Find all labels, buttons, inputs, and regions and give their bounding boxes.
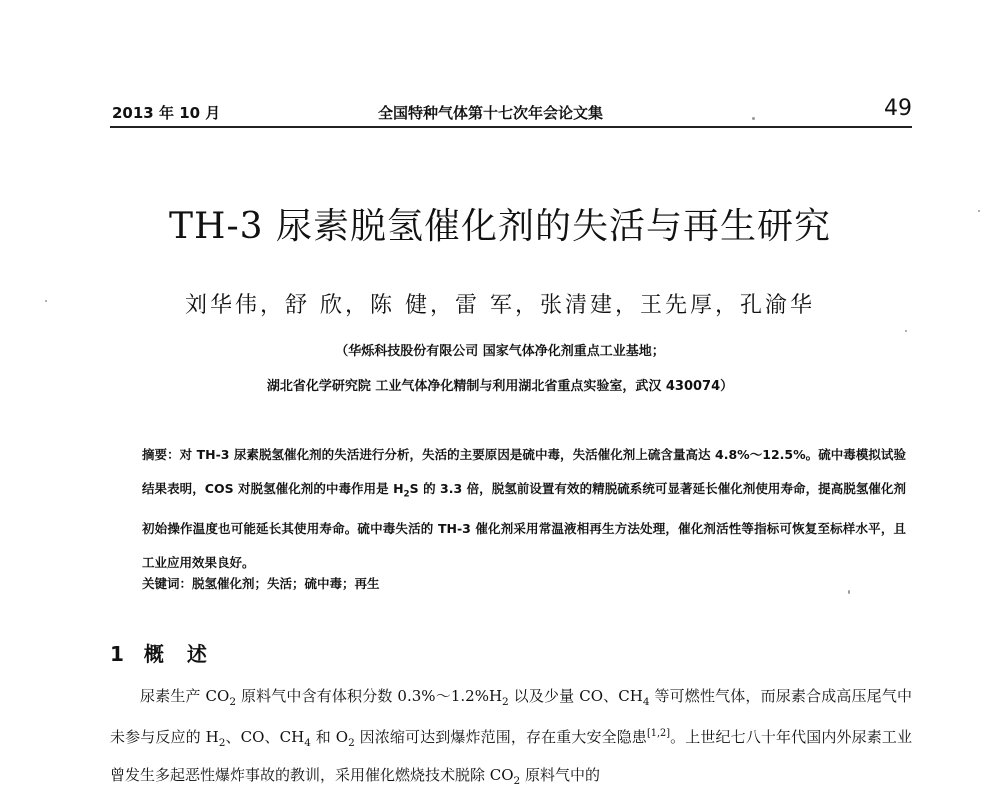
abstract-label: 摘要：: [142, 447, 180, 462]
page-number: 49: [884, 96, 912, 121]
citation: [1,2]: [646, 728, 671, 739]
section-title: 概 述: [143, 642, 215, 666]
publication-date: 2013 年 10 月: [112, 104, 221, 122]
section-number: 1: [110, 642, 124, 666]
formula-h2s: $H_2S$: [393, 481, 419, 500]
keywords: [142, 574, 380, 592]
scan-speck: [905, 330, 907, 332]
affiliation-line-1: （华烁科技股份有限公司 国家气体净化剂重点工业基地；: [335, 344, 665, 359]
body-text: [110, 680, 912, 797]
scan-speck: [45, 300, 47, 302]
proceedings-title: 全国特种气体第十七次年会论文集: [378, 104, 604, 122]
scan-speck: [848, 590, 850, 594]
abstract-text-part1: 对 TH-3 尿素脱氢催化剂的失活进行分析，失活的主要原因是硫中毒，失活催化剂上硫含量高达 4.8%～12.5%。硫中毒模拟试验结果表明，COS 对脱氢催化剂的中毒作用是: [142, 447, 906, 496]
keywords-text: 脱氢催化剂；失活；硫中毒；再生: [192, 576, 380, 591]
abstract-paragraph: [142, 438, 906, 580]
paper-title: TH-3 尿素脱氢催化剂的失活与再生研究: [169, 206, 831, 247]
section-heading: [110, 638, 215, 667]
author-list: 刘华伟，舒 欣，陈 健，雷 军，张清建，王先厚，孔渝华: [185, 293, 815, 318]
scan-speck: [978, 210, 980, 212]
keywords-label: 关键词：: [142, 576, 193, 591]
running-head: [110, 96, 912, 128]
affiliation-line-2: 湖北省化学研究院 工业气体净化精制与利用湖北省重点实验室，武汉 430074）: [266, 379, 734, 394]
abstract-text-part2: 的 3.3 倍，脱氢前设置有效的精脱硫系统可显著延长催化剂使用寿命，提高脱氢催化剂初始操作温度也可能延长其使用寿命。硫中毒失活的 TH-3 催化剂采用常温液相再生方法处理，催化剂活性等指标可恢复至标样水平，且工业应用效果良好。: [142, 481, 906, 570]
scan-speck: [752, 117, 755, 120]
abstract: [142, 438, 906, 580]
body-paragraph: 尿素生产 $CO_2$ 原料气中含有体积分数 $0.3\%\sim 1.2\%H_2$ 以及少量 CO、$CH_4$ 等可燃性气体，而尿素合成高压尾气中未参与反应的 $H_2$、CO、$CH_4$ 和 $O_2$ 因浓缩可达到爆炸范围，存在重大安全隐患[1,2]。上世纪七八十年代国内外尿素工业曾发生多起恶性爆炸事故的教训，采用催化燃烧技术脱除 $CO_2$ 原料气中的: [110, 687, 912, 787]
